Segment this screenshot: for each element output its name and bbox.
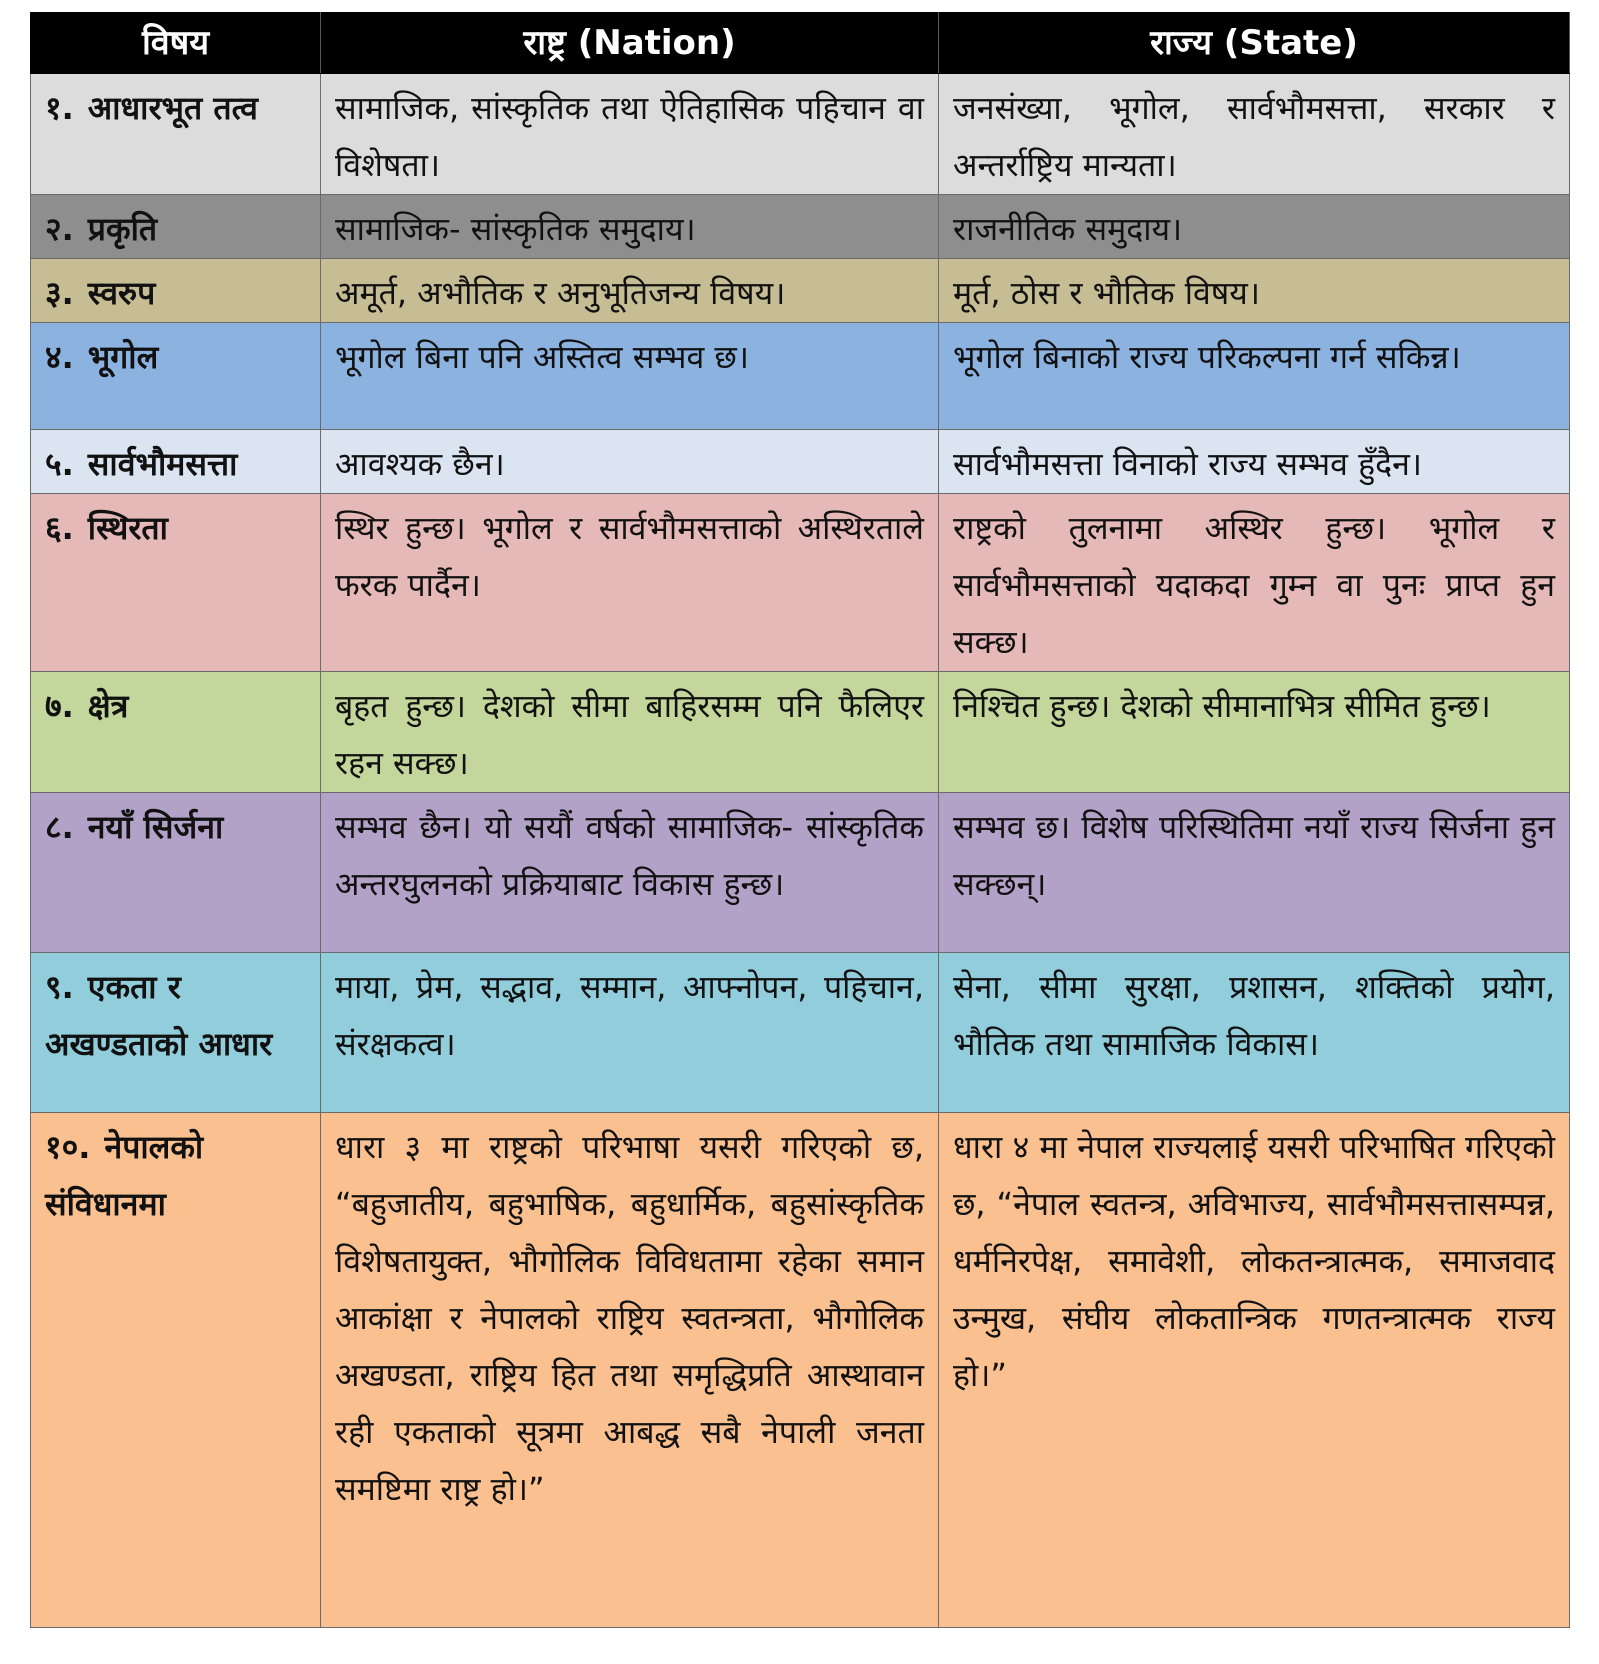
row-topic (31, 195, 321, 259)
row-topic-label: एकता र अखण्डताको आधार (45, 968, 273, 1063)
table-row (31, 259, 1570, 323)
row-topic (31, 672, 321, 793)
row-topic (31, 793, 321, 953)
row-topic-label: सार्वभौमसत्ता (87, 445, 238, 483)
state-cell: राष्ट्रको तुलनामा अस्थिर हुन्छ। भूगोल र सार्वभौमसत्ताको यदाकदा गुम्न वा पुनः प्राप्त हुन सक्छ। (939, 494, 1570, 672)
nation-cell: अमूर्त, अभौतिक र अनुभूतिजन्य विषय। (321, 259, 939, 323)
state-cell: सम्भव छ। विशेष परिस्थितिमा नयाँ राज्य सिर्जना हुन सक्छन्। (939, 793, 1570, 953)
header-nation: राष्ट्र (Nation) (321, 13, 939, 74)
state-cell: सार्वभौमसत्ता विनाको राज्य सम्भव हुँदैन। (939, 430, 1570, 494)
nation-cell: सामाजिक, सांस्कृतिक तथा ऐतिहासिक पहिचान वा विशेषता। (321, 74, 939, 195)
nation-cell: स्थिर हुन्छ। भूगोल र सार्वभौमसत्ताको अस्थिरताले फरक पार्दैन। (321, 494, 939, 672)
nation-cell: बृहत हुन्छ। देशको सीमा बाहिरसम्म पनि फैलिएर रहन सक्छ। (321, 672, 939, 793)
state-cell: सेना, सीमा सुरक्षा, प्रशासन, शक्तिको प्रयोग, भौतिक तथा सामाजिक विकास। (939, 953, 1570, 1113)
state-cell: जनसंख्या, भूगोल, सार्वभौमसत्ता, सरकार र अन्तर्राष्ट्रिय मान्यता। (939, 74, 1570, 195)
row-number: ७. (45, 687, 74, 725)
row-number: ३. (45, 274, 74, 312)
header-state: राज्य (State) (939, 13, 1570, 74)
table-row (31, 793, 1570, 953)
table-row (31, 1113, 1570, 1628)
row-number: ८. (45, 808, 74, 846)
row-topic (31, 494, 321, 672)
state-cell: मूर्त, ठोस र भौतिक विषय। (939, 259, 1570, 323)
row-number: २. (45, 210, 74, 248)
row-topic-label: स्थिरता (87, 509, 168, 547)
table-row (31, 74, 1570, 195)
row-topic-label: भूगोल (87, 338, 159, 376)
row-topic-label: नेपालको संविधानमा (45, 1128, 204, 1223)
nation-cell: भूगोल बिना पनि अस्तित्व सम्भव छ। (321, 323, 939, 430)
row-topic (31, 1113, 321, 1628)
row-topic-label: आधारभूत तत्व (87, 89, 258, 127)
nation-cell: आवश्यक छैन। (321, 430, 939, 494)
nation-cell: धारा ३ मा राष्ट्रको परिभाषा यसरी गरिएको छ, “बहुजातीय, बहुभाषिक, बहुधार्मिक, बहुसांस्कृतिक विशेषतायुक्त, भौगोलिक विविधतामा रहेका समान आकांक्षा र नेपालको राष्ट्रिय स्वतन्त्रता, भौगोलिक अखण्डता, राष्ट्रिय हित तथा समृद्धिप्रति आस्थावान रही एकताको सूत्रमा आबद्ध सबै नेपाली जनता समष्टिमा राष्ट्र हो।” (321, 1113, 939, 1628)
row-topic (31, 259, 321, 323)
header-topic: विषय (31, 13, 321, 74)
row-number: ६. (45, 509, 74, 547)
table-row (31, 195, 1570, 259)
row-number: ९. (45, 968, 74, 1006)
state-cell: निश्चित हुन्छ। देशको सीमानाभित्र सीमित हुन्छ। (939, 672, 1570, 793)
nation-state-comparison-table (30, 12, 1570, 1628)
nation-cell: सम्भव छैन। यो सयौं वर्षको सामाजिक- सांस्कृतिक अन्तरघुलनको प्रक्रियाबाट विकास हुन्छ। (321, 793, 939, 953)
table-body (31, 74, 1570, 1628)
row-topic-label: प्रकृति (87, 210, 158, 248)
row-number: १०. (45, 1128, 91, 1166)
row-topic (31, 430, 321, 494)
row-topic-label: क्षेत्र (87, 687, 129, 725)
row-topic (31, 323, 321, 430)
state-cell: धारा ४ मा नेपाल राज्यलाई यसरी परिभाषित गरिएको छ, “नेपाल स्वतन्त्र, अविभाज्य, सार्वभौमसत्तासम्पन्न, धर्मनिरपेक्ष, समावेशी, लोकतन्त्रात्मक, समाजवाद उन्मुख, संघीय लोकतान्त्रिक गणतन्त्रात्मक राज्य हो।” (939, 1113, 1570, 1628)
row-topic-label: नयाँ सिर्जना (87, 808, 224, 846)
table-row (31, 430, 1570, 494)
state-cell: भूगोल बिनाको राज्य परिकल्पना गर्न सकिन्न। (939, 323, 1570, 430)
header-row (31, 13, 1570, 74)
table-row (31, 323, 1570, 430)
table-row (31, 953, 1570, 1113)
row-number: १. (45, 89, 74, 127)
row-topic (31, 74, 321, 195)
table-row (31, 672, 1570, 793)
row-topic (31, 953, 321, 1113)
nation-cell: माया, प्रेम, सद्भाव, सम्मान, आफ्नोपन, पहिचान, संरक्षकत्व। (321, 953, 939, 1113)
table-row (31, 494, 1570, 672)
row-number: ४. (45, 338, 74, 376)
nation-cell: सामाजिक- सांस्कृतिक समुदाय। (321, 195, 939, 259)
state-cell: राजनीतिक समुदाय। (939, 195, 1570, 259)
row-topic-label: स्वरुप (87, 274, 156, 312)
row-number: ५. (45, 445, 74, 483)
